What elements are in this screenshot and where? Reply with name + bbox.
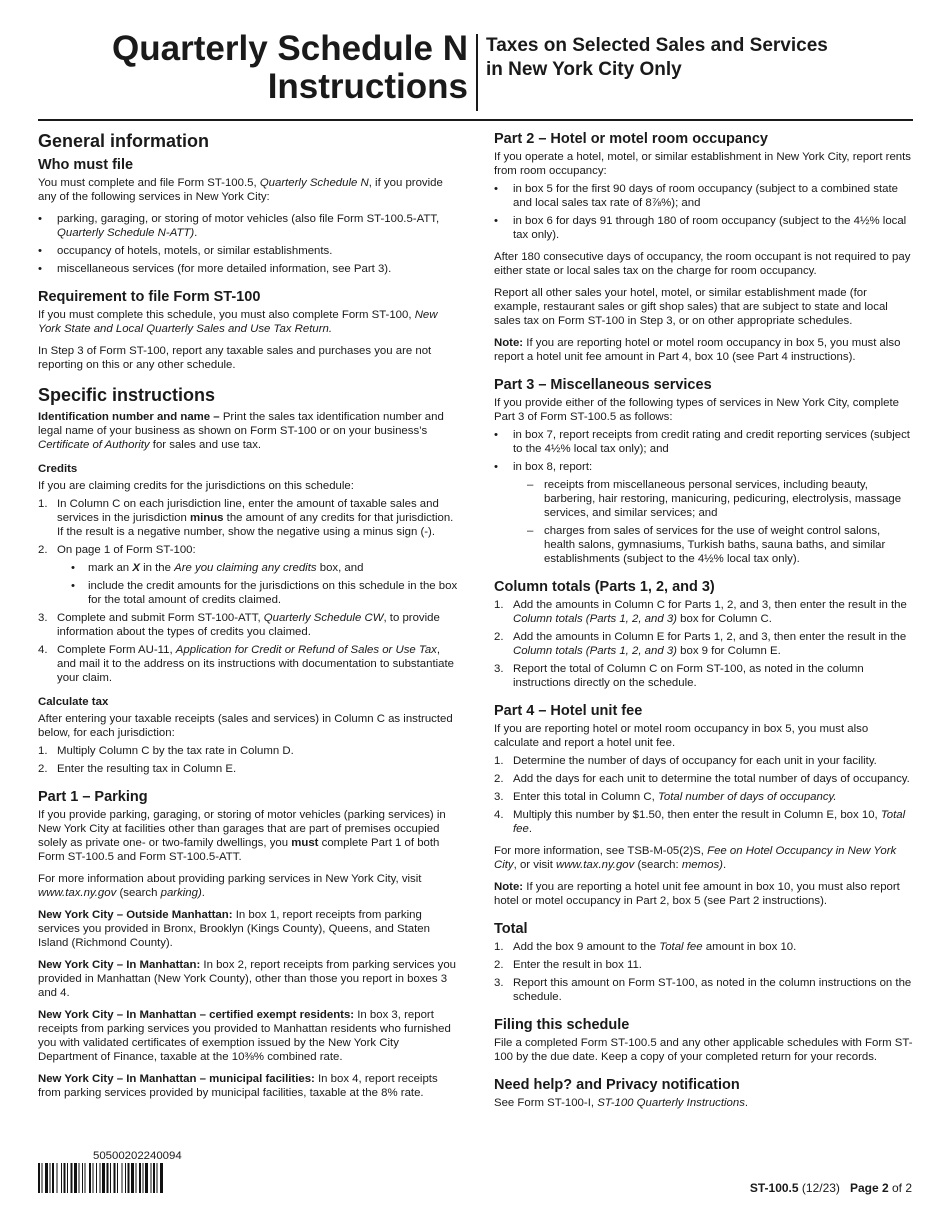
form-revision: (12/23) xyxy=(798,1181,840,1195)
list-item: • in box 8, report: – receipts from miscellaneous personal services, including beauty, barbering, hair restoring, manicuring, pedicuring, electrolysis, massage services, and similar services; and – charges from sales of services for the use of weight control salons, health salons, gymnasiums, Turkish baths, sauna baths, and similar establishments (subject to the 4½% local tax only). xyxy=(494,460,914,566)
part2-text: After 180 consecutive days of occupancy, the room occupant is not required to pay either state or local sales tax on the charge for room occupancy. xyxy=(494,251,911,277)
right-column xyxy=(494,130,914,1118)
credits-heading: Credits xyxy=(38,463,78,475)
list-item: • mark an X in the Are you claiming any credits box, and xyxy=(71,562,364,574)
list-item: 3. Complete and submit Form ST-100-ATT, Quarterly Schedule CW, to provide information about the types of credits you claimed. xyxy=(38,612,440,638)
part2-list xyxy=(494,182,914,242)
page-subtitle: Taxes on Selected Sales and Services in New York City Only xyxy=(486,35,828,80)
part1-in-manhattan: New York City – In Manhattan: In box 2, report receipts from parking services you provided in Manhattan (New York County), other than those you report in boxes 3 and 4. xyxy=(38,959,457,999)
part1-outside-manhattan: New York City – Outside Manhattan: In box 1, report receipts from parking services you provided in Bronx, Brooklyn (Kings County), Queens, and Staten Island (Richmond County). xyxy=(38,909,430,949)
list-item: 2. Enter the result in box 11. xyxy=(494,959,642,971)
part2-intro: If you operate a hotel, motel, or similar establishment in New York City, report rents from room occupancy: xyxy=(494,151,911,177)
requirement-text: If you must complete this schedule, you must also complete Form ST-100, New York State and Local Quarterly Sales and Use Tax Return. xyxy=(38,309,438,335)
part4-list xyxy=(494,754,914,836)
requirement-heading: Requirement to file Form ST-100 xyxy=(38,289,261,305)
part4-note: Note: If you are reporting a hotel unit fee amount in box 10, you must also report hotel or motel occupancy in Part 2, box 5 (see Part 2 instructions). xyxy=(494,881,900,907)
list-item: 2. Add the amounts in Column E for Parts 1, 2, and 3, then enter the result in the Column totals (Parts 1, 2, and 3) box 9 for Column E. xyxy=(494,631,907,657)
page-number: Page 2 xyxy=(849,1181,889,1195)
total-heading: Total xyxy=(494,921,528,937)
credits-list xyxy=(38,497,458,685)
filing-text: File a completed Form ST-100.5 and any other applicable schedules with Form ST-100 by the due date. Keep a copy of your completed return for your records. xyxy=(494,1037,913,1063)
list-item: • in box 6 for days 91 through 180 of room occupancy (subject to the 4½% local tax only). xyxy=(494,215,907,241)
calculate-tax-heading: Calculate tax xyxy=(38,696,109,708)
list-item: 2. Enter the resulting tax in Column E. xyxy=(38,763,237,775)
list-item: • in box 7, report receipts from credit rating and credit reporting services (subject to the 4½% local tax only); and xyxy=(494,429,910,455)
help-heading: Need help? and Privacy notification xyxy=(494,1077,740,1093)
part2-note: Note: If you are reporting hotel or motel room occupancy in box 5, you must also report a hotel unit fee amount in Part 4, box 10 (see Part 4 instructions). xyxy=(494,337,901,363)
requirement-text-2: In Step 3 of Form ST-100, report any taxable sales and purchases you are not reporting on this or any other schedule. xyxy=(38,345,432,371)
list-item: 1. In Column C on each jurisdiction line, enter the amount of taxable sales and services in the jurisdiction minus the amount of any credits for that jurisdiction. If the result is a negative number, show the negative using a minus sign (-). xyxy=(38,498,454,538)
list-item: 1. Multiply Column C by the tax rate in Column D. xyxy=(38,745,294,757)
column-totals-heading: Column totals (Parts 1, 2, and 3) xyxy=(494,579,715,595)
identification-text: Identification number and name – Print the sales tax identification number and legal name of your business as shown on Form ST-100 or on your business’s Certificate of Authority for sales and use tax. xyxy=(38,411,444,451)
list-item: • parking, garaging, or storing of motor vehicles (also file Form ST-100.5-ATT, Quarterly Schedule N-ATT). xyxy=(38,213,440,239)
part1-municipal: New York City – In Manhattan – municipal facilities: In box 4, report receipts from parking services provided by municipal facilities, taxable at the 8% rate. xyxy=(38,1073,438,1099)
specific-instructions-heading: Specific instructions xyxy=(38,385,216,405)
filing-heading: Filing this schedule xyxy=(494,1017,630,1033)
form-number: ST-100.5 xyxy=(749,1181,799,1195)
page-footer: ST-100.5 (12/23) Page 2 of 2 xyxy=(749,1181,912,1195)
list-item: 2. Add the days for each unit to determine the total number of days of occupancy. xyxy=(494,773,910,785)
who-must-file-text: You must complete and file Form ST-100.5, Quarterly Schedule N, if you provide any of the following services in New York City: xyxy=(38,177,443,203)
part3-intro: If you provide either of the following types of services in New York City, complete Part 3 of Form ST-100.5 as follows: xyxy=(494,397,899,423)
who-must-file-heading: Who must file xyxy=(38,157,134,173)
page-title: Quarterly Schedule N Instructions xyxy=(112,29,468,106)
calculate-tax-intro: After entering your taxable receipts (sales and services) in Column C as instructed below, for each jurisdiction: xyxy=(38,713,453,739)
barcode-icon xyxy=(38,1163,250,1193)
part2-text-2: Report all other sales your hotel, motel, or similar establishment made (for example, restaurant sales or gift shop sales) that are subject to state and local sales tax on Form ST-100 in Step 3, or on other appropriate schedules. xyxy=(494,287,888,327)
list-item: 3. Report this amount on Form ST-100, as noted in the column instructions on the schedule. xyxy=(494,977,912,1003)
calculate-tax-list xyxy=(38,744,458,776)
total-list xyxy=(494,940,914,1004)
list-item: • include the credit amounts for the jurisdictions on this schedule in the box for the total amount of credits claimed. xyxy=(71,580,458,606)
list-item: 3. Enter this total in Column C, Total number of days of occupancy. xyxy=(494,791,837,803)
help-text: See Form ST-100-I, ST-100 Quarterly Instructions. xyxy=(494,1097,749,1109)
list-item: • in box 5 for the first 90 days of room occupancy (subject to a combined state and local sales tax rate of 8⅞%); and xyxy=(494,183,898,209)
header-divider xyxy=(476,34,478,111)
list-item: 4. Multiply this number by $1.50, then enter the result in Column E, box 10, Total fee. xyxy=(494,809,906,835)
list-item: 1. Determine the number of days of occupancy for each unit in your facility. xyxy=(494,755,877,767)
part2-heading: Part 2 – Hotel or motel room occupancy xyxy=(494,131,768,147)
part1-text: If you provide parking, garaging, or storing of motor vehicles (parking services) in New York City at facilities other than garages that are part of premises occupied solely as private one- or two-family dwellings, you must complete Part 1 of both Form ST-100.5 and Form ST-100.5-ATT. xyxy=(38,809,446,863)
list-item: 2. On page 1 of Form ST-100: • mark an X in the Are you claiming any credits box, and • include the credit amounts for the jurisdictions on this schedule in the box for the total amount of credits claimed. xyxy=(38,544,458,606)
part4-more-info: For more information, see TSB-M-05(2)S, Fee on Hotel Occupancy in New York City, or visit www.tax.ny.gov (search: memos). xyxy=(494,845,897,871)
list-item: • occupancy of hotels, motels, or similar establishments. xyxy=(38,245,333,257)
barcode-number: 50500202240094 xyxy=(93,1150,182,1162)
who-must-file-list xyxy=(38,212,458,276)
header-rule xyxy=(38,119,913,121)
part4-intro: If you are reporting hotel or motel room occupancy in box 5, you must also calculate and report a hotel unit fee. xyxy=(494,723,869,749)
credits-intro: If you are claiming credits for the jurisdictions on this schedule: xyxy=(38,480,354,492)
list-item: 1. Add the amounts in Column C for Parts 1, 2, and 3, then enter the result in the Column totals (Parts 1, 2, and 3) box for Column C. xyxy=(494,599,907,625)
left-column xyxy=(38,130,458,1108)
part1-heading: Part 1 – Parking xyxy=(38,789,148,805)
part1-more-info: For more information about providing parking services in New York City, visit www.tax.ny.gov (search parking). xyxy=(38,873,422,899)
list-item: • miscellaneous services (for more detailed information, see Part 3). xyxy=(38,263,392,275)
part3-list xyxy=(494,428,914,566)
list-item: 1. Add the box 9 amount to the Total fee amount in box 10. xyxy=(494,941,797,953)
part3-heading: Part 3 – Miscellaneous services xyxy=(494,377,712,393)
part1-exempt-residents: New York City – In Manhattan – certified exempt residents: In box 3, report receipts from parking services you provided to Manhattan residents who furnished you with validated certificates of exemption issued by the New York City Department of Finance, taxable at the 10⅜% combined rate. xyxy=(38,1009,451,1063)
list-item: 4. Complete Form AU-11, Application for Credit or Refund of Sales or Use Tax, and mail it to the address on its instructions with documentation to substantiate your claim. xyxy=(38,644,454,684)
general-info-heading: General information xyxy=(38,131,210,151)
list-item: 3. Report the total of Column C on Form ST-100, as noted in the column instructions directly on the schedule. xyxy=(494,663,864,689)
column-totals-list xyxy=(494,598,914,690)
list-item: – receipts from miscellaneous personal services, including beauty, barbering, hair restoring, manicuring, pedicuring, electrolysis, massage services, and similar services; and xyxy=(527,479,902,519)
list-item: – charges from sales of services for the use of weight control salons, health salons, gymnasiums, Turkish baths, sauna baths, and similar establishments (subject to the 4½% local tax only). xyxy=(527,525,886,565)
part4-heading: Part 4 – Hotel unit fee xyxy=(494,703,643,719)
